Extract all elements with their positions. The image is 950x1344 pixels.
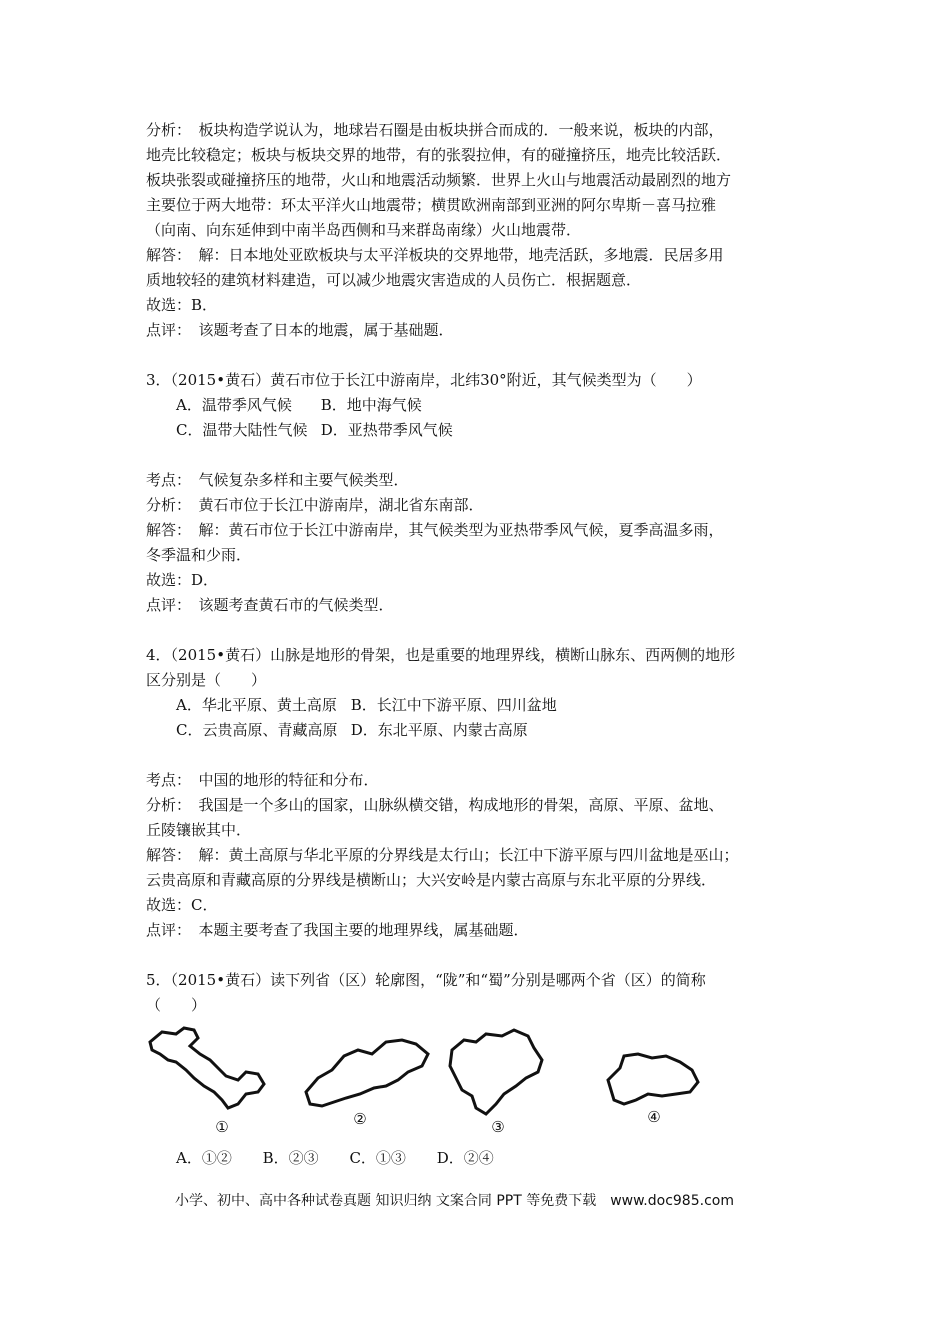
q3-options-row: [146, 393, 826, 418]
q4-answer-line: 解答： 解：黄土高原与华北平原的分界线是太行山；长江中下游平原与四川盆地是巫山；: [146, 846, 739, 864]
q4-comment: 点评： 本题主要考查了我国主要的地理界线，属基础题．: [146, 921, 529, 939]
province-outline-1: [150, 1028, 264, 1108]
q4-options-row: [146, 718, 826, 743]
q5-stem-line: 5．（2015•黄石）读下列省（区）轮廓图，“陇”和“蜀”分别是哪两个省（区）的简称: [146, 971, 706, 989]
q4-topic: 考点： 中国的地形的特征和分布．: [146, 771, 379, 789]
q2-answer-line: 解答： 解：日本地处亚欧板块与太平洋板块的交界地带，地壳活跃，多地震．民居多用: [146, 246, 724, 264]
q3-option-d: D．亚热带季风气候: [320, 421, 453, 439]
q4-option-c: C．云贵高原、青藏高原: [176, 721, 338, 739]
province-outline-4: [608, 1054, 698, 1104]
q5-stem-line: （ ）: [146, 996, 207, 1014]
question-4: [146, 643, 826, 943]
q4-analysis-line: 分析： 我国是一个多山的国家，山脉纵横交错，构成地形的骨架，高原、平原、盆地、: [146, 796, 724, 814]
map-label-2: ②: [353, 1110, 367, 1128]
q2-analysis-line: 主要位于两大地带：环太平洋火山地震带；横贯欧洲南部到亚洲的阿尔卑斯－喜马拉雅: [146, 196, 717, 214]
q5-option-c: C．①③: [349, 1149, 406, 1167]
map-label-1: ①: [215, 1118, 229, 1136]
q2-choice: 故选：B．: [146, 296, 218, 314]
q3-option-c: C．温带大陆性气候: [176, 421, 308, 439]
q2-answer-line: 质地较轻的建筑材料建造，可以减少地震灾害造成的人员伤亡．根据题意．: [146, 271, 642, 289]
province-outline-maps: [146, 1020, 826, 1140]
q2-analysis-line: （向南、向东延伸到中南半岛西侧和马来群岛南缘）火山地震带．: [146, 221, 582, 239]
q3-options-row: [146, 418, 826, 443]
province-outline-3: [450, 1030, 542, 1114]
q4-option-a: A．华北平原、黄土高原: [176, 696, 337, 714]
province-outline-2: [306, 1040, 428, 1106]
q5-option-d: D．②④: [436, 1149, 494, 1167]
q2-analysis-line: 板块张裂或碰撞挤压的地带，火山和地震活动频繁．世界上火山与地震活动最剧烈的地方: [146, 171, 732, 189]
q3-answer-line: 解答： 解：黄石市位于长江中游南岸，其气候类型为亚热带季风气候，夏季高温多雨，: [146, 521, 724, 539]
q2-analysis-line: 分析： 板块构造学说认为，地球岩石圈是由板块拼合而成的．一般来说，板块的内部，: [146, 121, 724, 139]
q3-choice: 故选：D．: [146, 571, 219, 589]
document-body: [146, 118, 826, 1171]
question-3: [146, 368, 826, 618]
q3-topic: 考点： 气候复杂多样和主要气候类型．: [146, 471, 409, 489]
q3-option-a: A．温带季风气候: [176, 396, 292, 414]
q5-option-b: B．②③: [262, 1149, 319, 1167]
q3-analysis: 分析： 黄石市位于长江中游南岸，湖北省东南部．: [146, 496, 484, 514]
q4-stem-line: 4．（2015•黄石）山脉是地形的骨架，也是重要的地理界线，横断山脉东、西两侧的地形: [146, 646, 736, 664]
q3-stem: 3．（2015•黄石）黄石市位于长江中游南岸，北纬30°附近，其气候类型为（ ）: [146, 371, 702, 389]
q4-option-b: B．长江中下游平原、四川盆地: [350, 696, 557, 714]
q4-option-d: D．东北平原、内蒙古高原: [350, 721, 528, 739]
q5-options-row: [146, 1146, 826, 1171]
q4-answer-line: 云贵高原和青藏高原的分界线是横断山；大兴安岭是内蒙古高原与东北平原的分界线．: [146, 871, 717, 889]
q5-option-a: A．①②: [176, 1149, 232, 1167]
q4-options-row: [146, 693, 826, 718]
province-outlines-figure: [146, 1020, 706, 1140]
q2-solution: [146, 118, 826, 343]
page-footer: 小学、初中、高中各种试卷真题 知识归纳 文案合同 PPT 等免费下载 www.doc985.com: [175, 1193, 734, 1209]
q4-stem-line: 区分别是（ ）: [146, 671, 267, 689]
q2-comment: 点评： 该题考查了日本的地震，属于基础题．: [146, 321, 454, 339]
question-5: [146, 968, 826, 1171]
q3-answer-line: 冬季温和少雨．: [146, 546, 252, 564]
q4-analysis-line: 丘陵镶嵌其中．: [146, 821, 252, 839]
q3-comment: 点评： 该题考查黄石市的气候类型．: [146, 596, 394, 614]
map-label-4: ④: [647, 1108, 661, 1126]
map-label-3: ③: [491, 1118, 505, 1136]
q4-choice: 故选：C．: [146, 896, 218, 914]
q3-option-b: B．地中海气候: [320, 396, 422, 414]
q2-analysis-line: 地壳比较稳定；板块与板块交界的地带，有的张裂拉伸，有的碰撞挤压，地壳比较活跃．: [146, 146, 732, 164]
